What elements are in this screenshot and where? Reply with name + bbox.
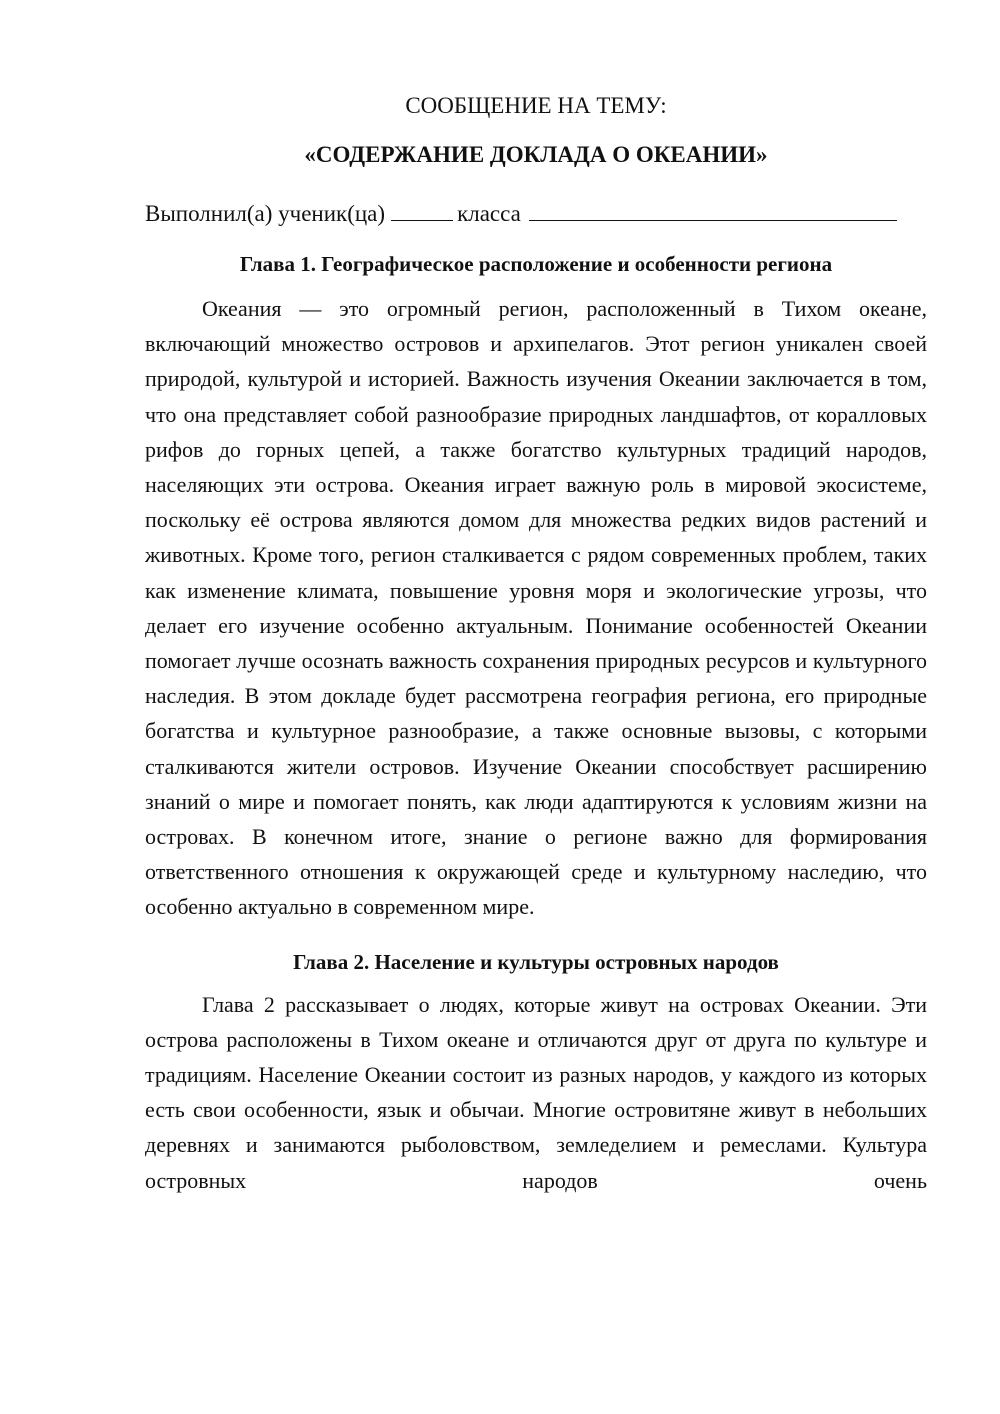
chapter-1-text: Океания — это огромный регион, расположенный в Тихом океане, включающий множество островов и архипелагов. Этот регион уникален своей природой, культурой и историей. Важность изучения Океании заключается в том, что она представляет собой разнообразие природных ландшафтов, от коралловых рифов до горных цепей, а также богатство культурных традиций народов, населяющих эти острова. Океания играет важную роль в мировой экосистеме, поскольку её острова являются домом для множества редких видов растений и животных. Кроме того, регион сталкивается с рядом современных проблем, таких как изменение климата, повышение уровня моря и экологические угрозы, что делает его изучение особенно актуальным. Понимание особенностей Океании помогает лучше осознать важность сохранения природных ресурсов и культурного наследия. В этом докладе будет рассмотрена география региона, его природные богатства и культурное разнообразие, а также основные вызовы, с которыми сталкиваются жители островов. Изучение Океании способствует расширению знаний о мире и помогает понять, как люди адаптируются к условиям жизни на островах. В конечном итоге, знание о регионе важно для формирования ответственного отношения к окружающей среде и культурному наследию, что особенно актуально в современном мире. bbox=[145, 296, 927, 920]
class-label: класса bbox=[457, 201, 521, 226]
student-name-blank bbox=[529, 198, 897, 221]
document-page bbox=[145, 88, 927, 1198]
chapter-1-title: Глава 1. Географическое расположение и особенности региона bbox=[239, 252, 833, 276]
document-heading: СООБЩЕНИЕ НА ТЕМУ: bbox=[405, 93, 667, 118]
chapter-2-text-body: Глава 2 рассказывает о людях, которые живут на островах Океании. Эти острова расположены в Тихом океане и отличаются друг от друга по культуре и традициям. Население Океании состоит из разных народов, у каждого из которых есть свои особенности, язык и обычаи. Многие островитяне живут в небольших деревнях и занимаются рыболовством, земледелием и ремеслами. Культура островных народов очень bbox=[145, 991, 927, 1193]
class-number-blank bbox=[391, 198, 453, 221]
chapter-2-text bbox=[145, 987, 927, 1198]
byline bbox=[145, 196, 927, 231]
document-title: «СОДЕРЖАНИЕ ДОКЛАДА О ОКЕАНИИ» bbox=[304, 142, 768, 167]
chapter-2-title: Глава 2. Население и культуры островных народов bbox=[293, 949, 779, 974]
performed-by-label: Выполнил(а) ученик(ца) bbox=[145, 201, 386, 226]
